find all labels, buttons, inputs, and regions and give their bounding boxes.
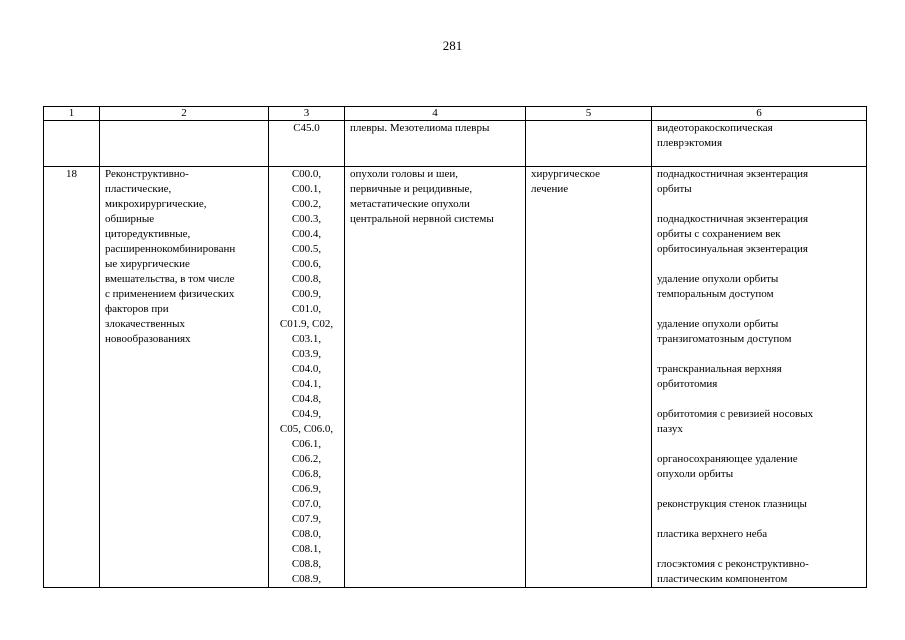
method-line: транскраниальная верхняя [657, 363, 782, 375]
diagnosis-line: опухоли головы и шеи, [350, 168, 458, 180]
icd-code-line: C00.4, [291, 228, 322, 240]
icd-code-line: C00.5, [291, 243, 322, 255]
icd-code-line: C06.2, [291, 453, 322, 465]
column-header: 5 [526, 107, 652, 121]
procedure-name-cell [100, 167, 269, 588]
icd-code-line: C06.1, [291, 438, 322, 450]
method-line: орбиты [657, 183, 692, 195]
method-gap [657, 512, 861, 527]
procedure-name-line: микрохирургические, [105, 198, 207, 210]
treatment-type-line: хирургическое [531, 168, 601, 180]
icd-code-line: C00.9, [291, 288, 322, 300]
method-line: органосохраняющее удаление [657, 453, 798, 465]
procedure-name-line: ые хирургические [105, 258, 190, 270]
column-number-row [44, 107, 867, 121]
method-gap [657, 542, 861, 557]
method-gap [657, 437, 861, 452]
method-line: орбитосинуальная экзентерация [657, 243, 808, 255]
method-line: опухоли орбиты [657, 468, 734, 480]
treatment-method-cell [652, 121, 867, 167]
column-header: 1 [44, 107, 100, 121]
icd-code-line: C00.0, [291, 168, 322, 180]
diagnosis-cell [345, 167, 526, 588]
method-gap [657, 257, 861, 272]
method-line: реконструкция стенок глазницы [657, 498, 807, 510]
table-row-18 [44, 167, 867, 588]
icd-code-line: C01.0, [291, 303, 322, 315]
method-gap [657, 347, 861, 362]
column-header: 3 [269, 107, 345, 121]
procedures-table [43, 106, 867, 588]
method-gap [657, 482, 861, 497]
row-number-cell: 18 [44, 167, 100, 588]
icd-codes-cell: C45.0 [269, 121, 345, 167]
icd-code-line: C03.1, [291, 333, 322, 345]
procedure-name-line: вмешательства, в том числе [105, 273, 235, 285]
method-line: удаление опухоли орбиты [657, 273, 779, 285]
page-number: 281 [442, 38, 463, 53]
method-line: удаление опухоли орбиты [657, 318, 779, 330]
method-gap [657, 302, 861, 317]
icd-code-line: C00.3, [291, 213, 322, 225]
icd-code-line: C08.9, [291, 573, 322, 585]
treatment-type-cell [526, 167, 652, 588]
procedure-name-line: циторедуктивные, [105, 228, 191, 240]
method-line: поднадкостничная экзентерация [657, 168, 809, 180]
diagnosis-cell: плевры. Мезотелиома плевры [345, 121, 526, 167]
icd-code-line: C08.8, [291, 558, 322, 570]
method-line: поднадкостничная экзентерация [657, 213, 809, 225]
method-line: транзигоматозным доступом [657, 333, 792, 345]
icd-code-line: C03.9, [291, 348, 322, 360]
icd-code-line: C08.0, [291, 528, 322, 540]
icd-code-line: C07.9, [291, 513, 322, 525]
method-gap [657, 197, 861, 212]
method-line: темпоральным доступом [657, 288, 774, 300]
row-number-cell [44, 121, 100, 167]
procedure-name-line: факторов при [105, 303, 169, 315]
treatment-method-cell [652, 167, 867, 588]
method-line: глосэктомия с реконструктивно- [657, 558, 809, 570]
procedure-name-line: новообразованиях [105, 333, 191, 345]
method-line: пластическим компонентом [657, 573, 788, 585]
method-line: орбитотомия [657, 378, 718, 390]
icd-code-line: C06.8, [291, 468, 322, 480]
icd-code-line: C06.9, [291, 483, 322, 495]
method-gap [657, 392, 861, 407]
column-header: 2 [100, 107, 269, 121]
procedure-name-line: с применением физических [105, 288, 235, 300]
icd-code-line: C00.6, [291, 258, 322, 270]
icd-codes-cell [269, 167, 345, 588]
icd-code-line: C07.0, [291, 498, 322, 510]
column-header: 4 [345, 107, 526, 121]
icd-code-line: C04.9, [291, 408, 322, 420]
icd-code-line: C04.8, [291, 393, 322, 405]
procedure-name-line: злокачественных [105, 318, 186, 330]
icd-code-line: C00.2, [291, 198, 322, 210]
procedure-name-line: обширные [105, 213, 155, 225]
icd-code-line: C05, C06.0, [279, 423, 334, 435]
diagnosis-line: метастатические опухоли [350, 198, 470, 210]
method-line: пазух [657, 423, 683, 435]
procedure-name-line: Реконструктивно- [105, 168, 189, 180]
method-line: плеврэктомия [657, 137, 723, 149]
method-line: орбитотомия с ревизией носовых [657, 408, 814, 420]
procedure-name-line: расширеннокомбинированн [105, 243, 236, 255]
icd-code-line: C08.1, [291, 543, 322, 555]
procedure-name-line: пластические, [105, 183, 172, 195]
procedure-name-cell [100, 121, 269, 167]
method-line: орбиты с сохранением век [657, 228, 781, 240]
treatment-type-cell [526, 121, 652, 167]
diagnosis-line: центральной нервной системы [350, 213, 494, 225]
table-row-continuation [44, 121, 867, 167]
method-line: видеоторакоскопическая [657, 122, 773, 134]
icd-code-line: C00.8, [291, 273, 322, 285]
column-header: 6 [652, 107, 867, 121]
method-line: пластика верхнего неба [657, 528, 768, 540]
treatment-type-line: лечение [531, 183, 569, 195]
icd-code-line: C01.9, C02, [279, 318, 334, 330]
icd-code-line: C04.0, [291, 363, 322, 375]
icd-code-line: C00.1, [291, 183, 322, 195]
icd-code-line: C04.1, [291, 378, 322, 390]
diagnosis-line: первичные и рецидивные, [350, 183, 473, 195]
